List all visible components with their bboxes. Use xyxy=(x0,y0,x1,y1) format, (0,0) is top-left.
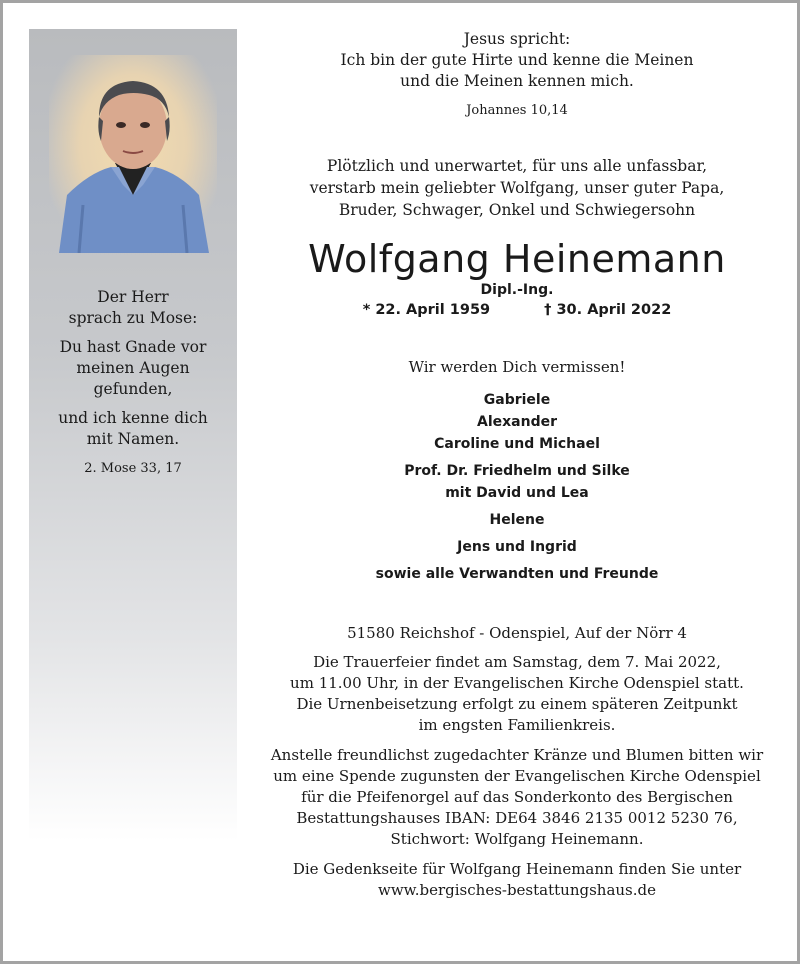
family-member: sowie alle Verwandten und Freunde xyxy=(375,566,659,582)
donation-line: für die Pfeifenorgel auf das Sonderkonto des Bergischen xyxy=(301,788,733,806)
verse-reference: 2. Mose 33, 17 xyxy=(84,461,182,476)
birth-date: * 22. April 1959 xyxy=(362,302,491,318)
service-line: Die Trauerfeier findet am Samstag, dem 7. Mai 2022, xyxy=(313,653,721,671)
donation-line: Bestattungshauses IBAN: DE64 3846 2135 0012 5230 76, xyxy=(296,809,738,827)
family-group xyxy=(257,563,777,585)
sidebar xyxy=(29,29,237,841)
deceased-title: Dipl.-Ing. xyxy=(480,282,554,298)
donation-line: Stichwort: Wolfgang Heinemann. xyxy=(390,830,644,848)
family-group xyxy=(257,509,777,531)
family-member: Jens und Ingrid xyxy=(457,539,577,555)
verse-line: meinen Augen xyxy=(76,359,190,377)
memorial-paragraph xyxy=(257,859,777,901)
life-dates xyxy=(257,299,777,321)
bible-quote xyxy=(257,29,777,121)
service-line: um 11.00 Uhr, in der Evangelischen Kirche Odenspiel statt. xyxy=(290,674,744,692)
family-member: mit David und Lea xyxy=(445,485,589,501)
verse-line: Du hast Gnade vor xyxy=(59,338,207,356)
quote-line: und die Meinen kennen mich. xyxy=(400,72,634,90)
intro-line: verstarb mein geliebter Wolfgang, unser guter Papa, xyxy=(309,179,725,197)
intro-line: Bruder, Schwager, Onkel und Schwiegersohn xyxy=(338,201,696,219)
service-line: im engsten Familienkreis. xyxy=(418,716,616,734)
quote-line: Jesus spricht: xyxy=(463,30,571,48)
family-member: Helene xyxy=(489,512,545,528)
donation-paragraph xyxy=(257,745,777,850)
family-member: Caroline und Michael xyxy=(434,436,600,452)
intro-line: Plötzlich und unerwartet, für uns alle unfassbar, xyxy=(326,157,708,175)
family-member: Prof. Dr. Friedhelm und Silke xyxy=(404,463,630,479)
verse-line: sprach zu Mose: xyxy=(68,309,198,327)
farewell-line: Wir werden Dich vermissen! xyxy=(408,358,626,376)
quote-reference: Johannes 10,14 xyxy=(466,103,568,118)
deceased-name: Wolfgang Heinemann xyxy=(308,237,726,281)
verse-line: gefunden, xyxy=(93,380,173,398)
service-line: Die Urnenbeisetzung erfolgt zu einem späteren Zeitpunkt xyxy=(296,695,738,713)
family-member: Alexander xyxy=(477,414,557,430)
main-content xyxy=(257,29,777,910)
family-group xyxy=(257,460,777,504)
service-paragraph xyxy=(257,652,777,736)
family-group xyxy=(257,536,777,558)
verse-line: Der Herr xyxy=(97,288,169,306)
donation-line: Anstelle freundlichst zugedachter Kränze und Blumen bitten wir xyxy=(270,746,764,764)
family-group xyxy=(257,389,777,455)
intro-text xyxy=(257,155,777,221)
verse-line: und ich kenne dich xyxy=(58,409,208,427)
address: 51580 Reichshof - Odenspiel, Auf der Nörr 4 xyxy=(347,624,687,642)
donation-line: um eine Spende zugunsten der Evangelischen Kirche Odenspiel xyxy=(273,767,761,785)
verse-line: mit Namen. xyxy=(86,430,180,448)
quote-line: Ich bin der gute Hirte und kenne die Meinen xyxy=(340,51,694,69)
memorial-url[interactable]: www.bergisches-bestattungshaus.de xyxy=(378,881,656,899)
family-member: Gabriele xyxy=(483,392,551,408)
death-date: † 30. April 2022 xyxy=(544,302,672,318)
memorial-line: Die Gedenkseite für Wolfgang Heinemann finden Sie unter xyxy=(292,860,742,878)
info-section xyxy=(257,652,777,901)
portrait-photo xyxy=(49,55,217,253)
family-list xyxy=(257,389,777,585)
sidebar-verse xyxy=(29,287,237,479)
